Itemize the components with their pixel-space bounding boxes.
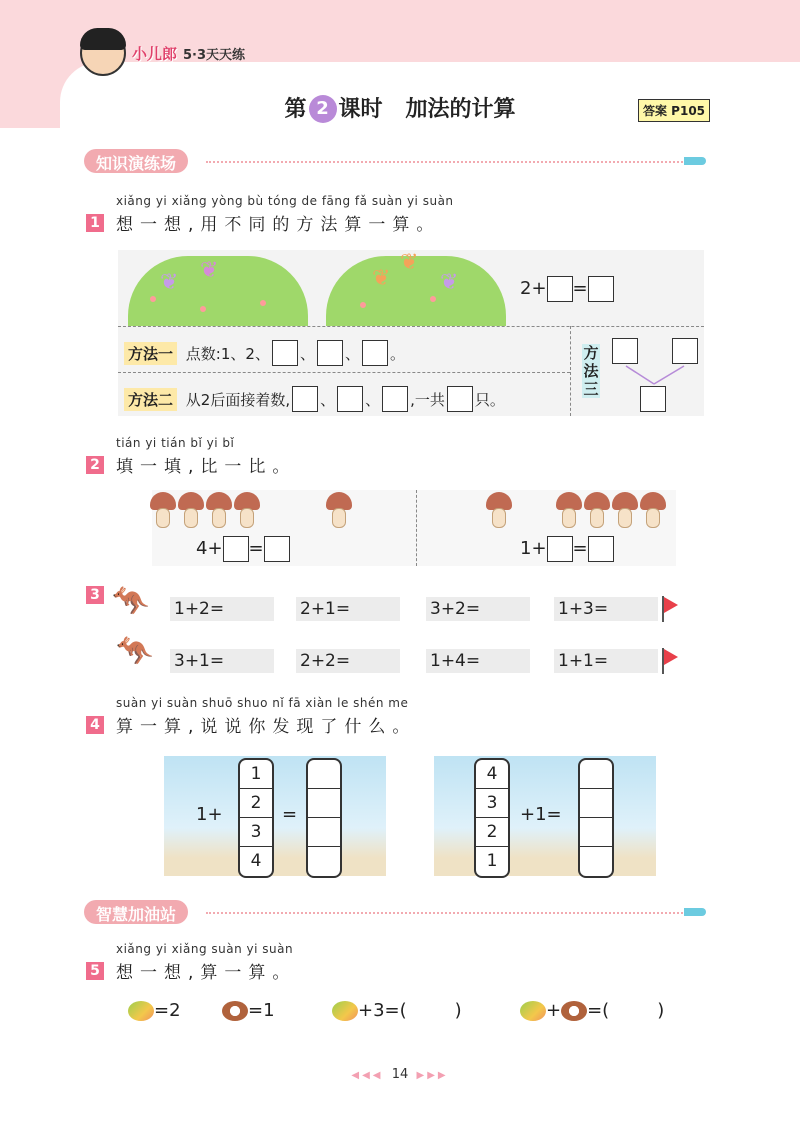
flag-icon: [664, 597, 678, 613]
prev-arrows-icon: ◀◀◀: [351, 1070, 384, 1081]
mango-icon: [520, 1001, 546, 1021]
split-lines: [620, 364, 700, 388]
answer-cell[interactable]: [580, 789, 612, 818]
q4-left-answers[interactable]: [306, 758, 342, 878]
q5-given-mango: [128, 1000, 181, 1021]
q4-right-suffix: +1=: [520, 804, 562, 825]
divider: [118, 372, 570, 373]
coconut-icon: [222, 1001, 248, 1021]
addend-cell: 4: [250, 851, 262, 871]
method-two-text: 从2后面接着数,: [185, 390, 291, 409]
mushroom-group-left-4: [150, 492, 262, 532]
method-one: [124, 340, 405, 366]
eq-operator: +: [531, 538, 547, 559]
lesson-number: 2: [309, 95, 337, 123]
answer-box[interactable]: [588, 276, 614, 302]
q4-number: 4: [86, 716, 104, 734]
butterfly-icon: ❦: [372, 266, 391, 291]
answer-cell[interactable]: [308, 818, 340, 847]
q4-right-answers[interactable]: [578, 758, 614, 878]
divider: [416, 490, 417, 566]
answer-box[interactable]: [292, 386, 318, 412]
brand-logo: [80, 30, 245, 76]
method-two-label: 方法二: [124, 388, 177, 411]
answer-cell[interactable]: [308, 847, 340, 876]
q2-pinyin: tián yi tián bǐ yi bǐ: [116, 436, 235, 450]
expression-text: +3=(: [358, 1000, 407, 1021]
method-one-label: 方法一: [124, 342, 177, 365]
expression-operator: +: [546, 1000, 562, 1021]
expression-text: =(: [587, 1000, 610, 1021]
section-practice: 知识演练场: [84, 149, 188, 173]
mushroom-group-right-1: [486, 492, 514, 532]
mushroom-icon: [326, 492, 352, 528]
mango-icon: [128, 1001, 154, 1021]
q1-equation: [520, 276, 614, 302]
flower: [430, 296, 436, 302]
divider: [118, 326, 704, 327]
section-challenge: 智慧加油站: [84, 900, 188, 924]
q2-right-equation: [520, 536, 614, 562]
butterfly-icon: ❦: [400, 250, 419, 275]
butterfly-icon: ❦: [200, 258, 219, 283]
close-paren: ): [657, 1000, 665, 1021]
addend-cell: 4: [476, 760, 508, 789]
answer-box[interactable]: [317, 340, 343, 366]
q3-problem[interactable]: 2+2=: [296, 649, 400, 673]
answer-box[interactable]: [547, 536, 573, 562]
addend-cell: 1: [486, 851, 498, 871]
q4-prompt: 算一算,说说你发现了什么。: [116, 717, 417, 737]
method-one-text: 点数:1、2、: [185, 344, 270, 363]
q1-prompt: 想一想,用不同的方法算一算。: [116, 215, 441, 235]
answer-reference[interactable]: 答案 P105: [638, 99, 710, 122]
mushroom-icon: [150, 492, 176, 528]
separator: 、: [299, 344, 315, 363]
q5-expression-2: [520, 1000, 664, 1021]
eq-operand: 4: [196, 538, 208, 559]
mango-icon: [332, 1001, 358, 1021]
answer-cell[interactable]: [308, 760, 340, 789]
separator: 、: [344, 344, 360, 363]
separator: 、: [365, 390, 381, 409]
answer-box[interactable]: [264, 536, 290, 562]
q3-problem[interactable]: 1+1=: [554, 649, 658, 673]
answer-cell[interactable]: [580, 760, 612, 789]
mushroom-icon: [640, 492, 666, 528]
brand-name: 小儿郎: [132, 44, 178, 63]
eq-equals: =: [248, 538, 264, 559]
mango-value: =2: [154, 1000, 181, 1021]
section-divider: [206, 912, 686, 914]
mushroom-icon: [234, 492, 260, 528]
section-divider: [206, 161, 686, 163]
split-box-right[interactable]: [672, 338, 698, 364]
q3-problem[interactable]: 1+3=: [554, 597, 658, 621]
eq-operand: 2: [520, 278, 532, 299]
flower: [150, 296, 156, 302]
answer-box[interactable]: [223, 536, 249, 562]
period: 。: [389, 344, 405, 363]
separator: 、: [320, 390, 336, 409]
flower: [360, 302, 366, 308]
eq-operand: 1: [520, 538, 532, 559]
q2-prompt: 填一填,比一比。: [116, 457, 297, 477]
method-two: [124, 386, 505, 412]
addend-cell: 1: [240, 760, 272, 789]
method-two-total: ,一共: [410, 390, 445, 409]
q3-problem[interactable]: 1+4=: [426, 649, 530, 673]
mushroom-icon: [178, 492, 204, 528]
q3-problem[interactable]: 3+1=: [170, 649, 274, 673]
q5-pinyin: xiǎng yi xiǎng suàn yi suàn: [116, 942, 294, 956]
method-two-unit: 只。: [474, 390, 505, 409]
flower: [260, 300, 266, 306]
q3-number: 3: [86, 586, 104, 604]
answer-box[interactable]: [272, 340, 298, 366]
answer-box[interactable]: [588, 536, 614, 562]
answer-box[interactable]: [447, 386, 473, 412]
split-box-total[interactable]: [640, 386, 666, 412]
q3-problem[interactable]: 1+2=: [170, 597, 274, 621]
answer-cell[interactable]: [580, 847, 612, 876]
method-three-label: 方法三: [583, 344, 599, 398]
title-prefix: 第: [284, 97, 307, 122]
q2-left-equation: [196, 536, 290, 562]
answer-box[interactable]: [337, 386, 363, 412]
answer-box[interactable]: [547, 276, 573, 302]
q4-left-prefix: 1+: [196, 804, 223, 825]
next-arrows-icon: ▶▶▶: [416, 1070, 449, 1081]
q5-prompt: 想一想,算一算。: [116, 963, 297, 983]
q4-pinyin: suàn yi suàn shuō shuo nǐ fā xiàn le shén me: [116, 696, 409, 710]
mushroom-icon: [486, 492, 512, 528]
answer-box[interactable]: [382, 386, 408, 412]
mushroom-icon: [612, 492, 638, 528]
series-name: 5·3天天练: [183, 47, 246, 63]
q5-given-coconut: [222, 1000, 275, 1021]
eq-operator: +: [207, 538, 223, 559]
kangaroo-icon: 🦘: [116, 634, 154, 669]
addend-cell: 2: [476, 818, 508, 847]
mushroom-icon: [206, 492, 232, 528]
addend-cell: 2: [240, 789, 272, 818]
mushroom-group-left-1: [326, 492, 354, 532]
q4-left-equals: =: [282, 804, 298, 825]
answer-cell[interactable]: [580, 818, 612, 847]
q5-expression-1: [332, 1000, 462, 1021]
page-number: 14: [391, 1067, 409, 1082]
mushroom-icon: [584, 492, 610, 528]
q4-right-addends: [474, 758, 510, 878]
pencil-icon: [684, 157, 706, 165]
q3-problem[interactable]: 2+1=: [296, 597, 400, 621]
coconut-icon: [561, 1001, 587, 1021]
addend-cell: 3: [476, 789, 508, 818]
page-footer: [0, 1067, 800, 1082]
divider: [570, 326, 571, 416]
addend-cell: 3: [240, 818, 272, 847]
q2-number: 2: [86, 456, 104, 474]
q1-number: 1: [86, 214, 104, 232]
kangaroo-icon: 🦘: [112, 584, 150, 619]
eq-equals: =: [572, 538, 588, 559]
butterfly-icon: ❦: [160, 270, 179, 295]
pencil-icon: [684, 908, 706, 916]
answer-cell[interactable]: [308, 789, 340, 818]
q3-problem[interactable]: 3+2=: [426, 597, 530, 621]
answer-box[interactable]: [362, 340, 388, 366]
close-paren: ): [454, 1000, 462, 1021]
title-main: 加法的计算: [405, 97, 516, 122]
split-box-left[interactable]: [612, 338, 638, 364]
boy-mascot-icon: [80, 30, 126, 76]
mushroom-icon: [556, 492, 582, 528]
flag-icon: [664, 649, 678, 665]
q4-left-addends: [238, 758, 274, 878]
title-suffix: 课时: [338, 97, 383, 122]
flower: [200, 306, 206, 312]
coconut-value: =1: [248, 1000, 275, 1021]
mushroom-group-right-4: [556, 492, 668, 532]
butterfly-icon: ❦: [440, 270, 459, 295]
eq-operator: +: [531, 278, 547, 299]
q5-number: 5: [86, 962, 104, 980]
eq-equals: =: [572, 278, 588, 299]
q1-pinyin: xiǎng yi xiǎng yòng bù tóng de fāng fǎ suàn yi suàn: [116, 194, 454, 208]
